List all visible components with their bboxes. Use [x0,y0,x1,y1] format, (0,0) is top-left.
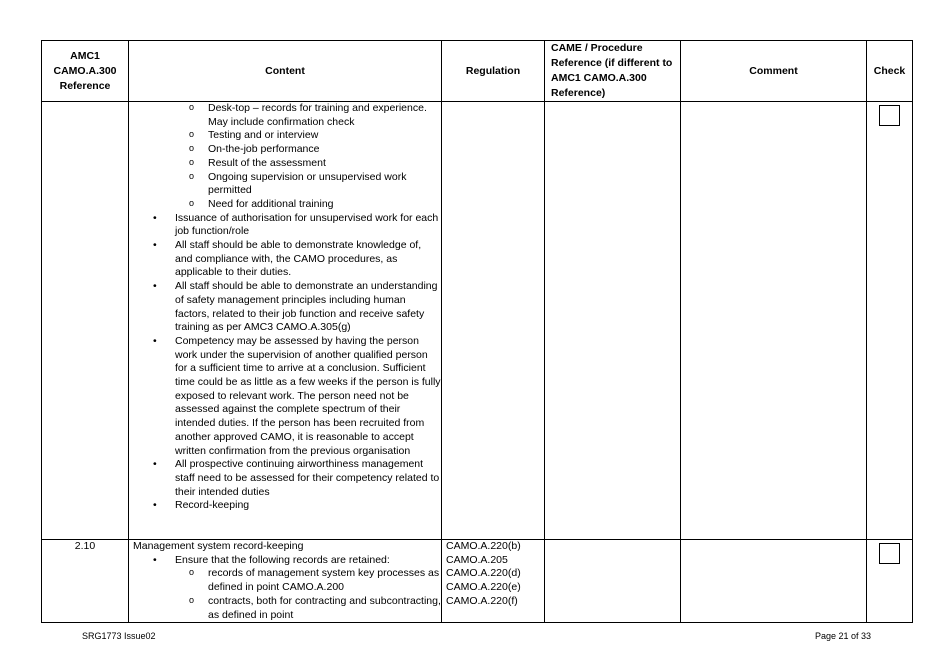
header-comment: Comment [681,41,867,102]
came-reference-cell[interactable] [545,540,681,623]
list-item: o contracts, both for contracting and subcontracting, as defined in point [133,595,441,622]
comment-cell[interactable] [681,540,867,623]
check-cell [867,540,913,623]
list-item: • Issuance of authorisation for unsupervised work for each job function/role [133,212,441,239]
regulation-ref: CAMO.A.220(b) [446,540,521,552]
content-cell [129,102,442,540]
header-check: Check [867,41,913,102]
reference-cell [42,102,129,540]
check-checkbox[interactable] [879,105,900,126]
header-regulation: Regulation [442,41,545,102]
header-content: Content [129,41,442,102]
regulation-cell [442,102,545,540]
header-came-reference: CAME / Procedure Reference (if different to AMC1 CAMO.A.300 Reference) [545,41,681,102]
regulation-ref: CAMO.A.220(e) [446,581,521,594]
list-item: • Ensure that the following records are retained: [133,554,441,568]
check-cell [867,102,913,540]
list-item: • Competency may be assessed by having the person work under the supervision of another qualified person for a sufficient time to arrive at a conclusion. Sufficient time could be as little as a few weeks if the person is fully exposed to relevant work. The person need not be assessed against the complete spectrum of their intended duties. If the person has been recruited from another approved CAMO, it is reasonable to accept written confirmation from the previous organisation [133,335,441,458]
regulation-ref: CAMO.A.220(f) [446,594,518,607]
reference-cell: 2.10 [42,540,129,623]
list-item: o Testing and or interview [133,129,441,143]
list-item: o Need for additional training [133,198,441,212]
check-checkbox[interactable] [879,543,900,564]
footer-doc-id: SRG1773 Issue02 [82,631,156,641]
regulation-ref: CAMO.A.220(d) [446,567,521,580]
section-heading: Management system record-keeping [133,540,304,552]
table-header-row [42,41,913,102]
list-item: o Ongoing supervision or unsupervised work permitted [133,171,441,198]
list-item: • All staff should be able to demonstrate an understanding of safety management principles including human factors, related to their job function and receive safety training as per AMC3 CAMO.A.305(g) [133,280,441,335]
list-item: o Result of the assessment [133,157,441,171]
table-row [42,540,913,623]
footer-page-number: Page 21 of 33 [815,631,872,641]
came-reference-cell[interactable] [545,102,681,540]
list-item: o Desk-top – records for training and experience. May include confirmation check [133,102,441,129]
list-item: • All staff should be able to demonstrate knowledge of, and compliance with, the CAMO procedures, as applicable to their duties. [133,239,441,280]
regulation-ref: CAMO.A.205 [446,553,508,566]
regulation-cell [442,540,545,623]
header-reference: AMC1 CAMO.A.300 Reference [42,41,129,102]
compliance-table [41,40,913,623]
list-item: • All prospective continuing airworthiness management staff need to be assessed for their competency related to their intended duties [133,458,441,499]
content-cell [129,540,442,623]
table-row [42,102,913,540]
list-item: o records of management system key processes as defined in point CAMO.A.200 [133,567,441,594]
comment-cell[interactable] [681,102,867,540]
list-item: • Record-keeping [133,499,441,513]
list-item: o On-the-job performance [133,143,441,157]
